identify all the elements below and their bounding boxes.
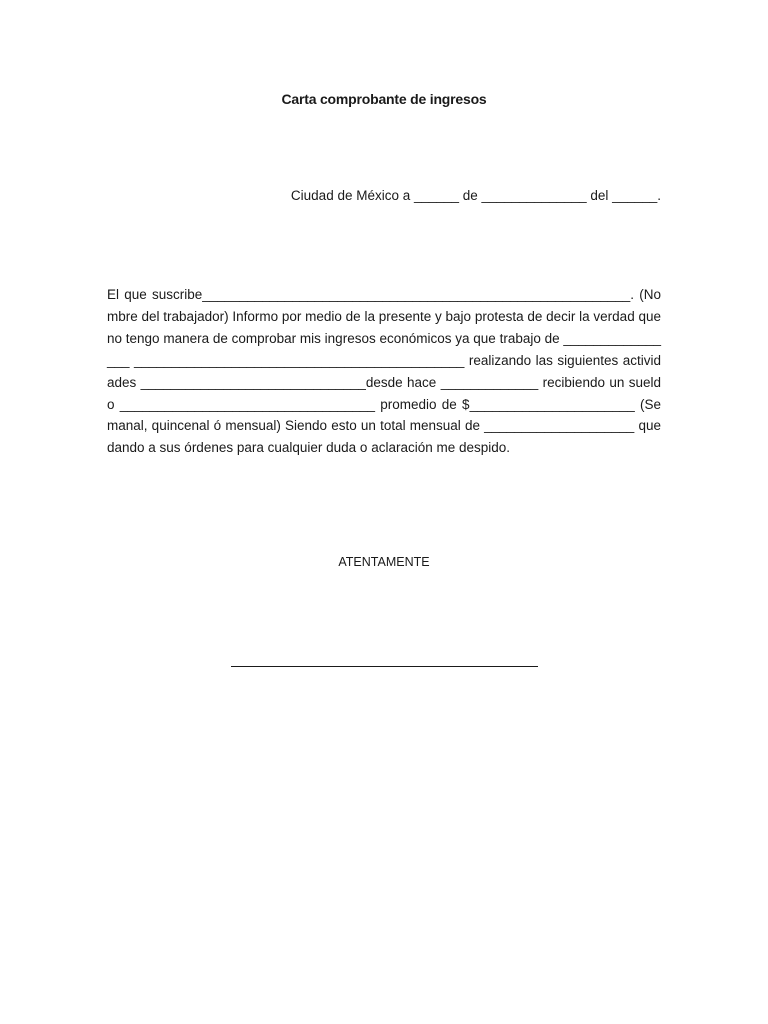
document-title: Carta comprobante de ingresos <box>281 91 487 107</box>
letter-body-paragraph: El que suscribe_________________________________________________________. (Nombre del trabajador) Informo por medio de la presente y bajo protesta de decir la verdad que no tengo manera de comprobar mis ingresos económicos ya que trabajo de ________________ ____________________________________________ realizando las siguientes actividades ______________________________desde hace _____________ recibiendo un sueldo __________________________________ promedio de $______________________ (Semanal, quincenal ó mensual) Siendo esto un total mensual de ____________________ quedando a sus órdenes para cualquier duda o aclaración me despido. <box>107 287 661 456</box>
closing-text: ATENTAMENTE <box>338 555 430 569</box>
signature-line <box>231 666 538 667</box>
place-and-date-line: Ciudad de México a ______ de ______________ del ______. <box>290 188 661 203</box>
